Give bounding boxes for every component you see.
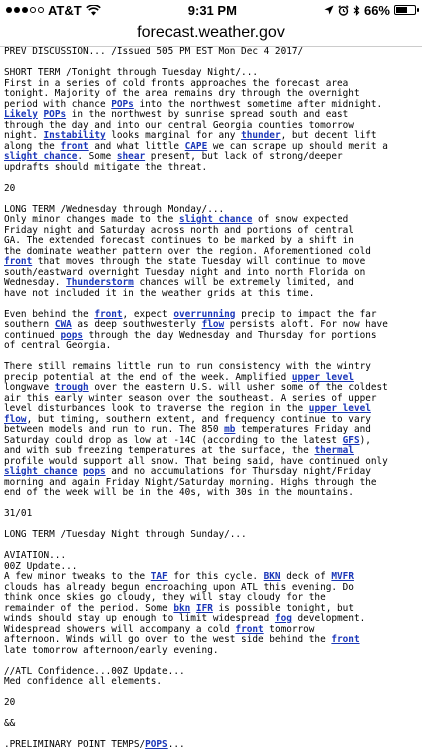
glossary-link[interactable]: BKN [263, 571, 281, 582]
status-bar [0, 0, 422, 20]
discussion-text: ), and with sub freezing temperatures at the surface, the [4, 434, 371, 456]
discussion-text: precip to impact the far southern [4, 308, 377, 330]
status-left [6, 3, 101, 18]
glossary-link[interactable]: Thunderstorm [66, 277, 134, 288]
discussion-text: into the northwest sometime after midnight. [139, 98, 383, 110]
glossary-link[interactable]: IFR [195, 602, 213, 614]
glossary-link[interactable]: front [94, 308, 123, 320]
glossary-link[interactable]: front [60, 140, 89, 152]
discussion-text: deck of [280, 571, 332, 582]
status-right [324, 3, 416, 18]
discussion-text: that moves through the state Tuesday will continue to move south/eastward overnight Tuesday night and into north Florida on Wednesday. [4, 256, 366, 288]
glossary-link[interactable]: trough [54, 382, 89, 393]
glossary-link[interactable]: thunder [241, 130, 281, 141]
glossary-link[interactable]: front [235, 623, 264, 635]
glossary-link[interactable]: MVFR [331, 571, 354, 582]
discussion-text: clouds has already begun encroaching upon ATL this evening. Do think once skies go cloudy, they will stay cloudy for the remainder of the period. Some [4, 581, 354, 614]
glossary-link[interactable]: thermal [314, 445, 354, 456]
battery-fill [396, 7, 407, 13]
glossary-link[interactable]: POPS [145, 739, 168, 750]
discussion-text: , but decent lift along the [4, 130, 377, 152]
glossary-link[interactable]: pops [83, 466, 106, 477]
discussion-text: temperatures Friday and Saturday could drop as low at -14C (according to the latest [4, 424, 371, 446]
glossary-link[interactable]: CWA [54, 319, 72, 330]
carrier-label: AT&T [48, 2, 82, 18]
glossary-link[interactable]: POPs [111, 98, 134, 110]
glossary-link[interactable]: POPs [43, 109, 67, 120]
glossary-link[interactable]: Likely [4, 109, 38, 120]
glossary-link[interactable]: shear [116, 151, 146, 162]
glossary-link[interactable]: pops [60, 329, 84, 341]
glossary-link[interactable]: front [331, 634, 360, 645]
glossary-link[interactable]: CAPE [184, 140, 208, 152]
discussion-text: chances will be extremely limited, and have not included it in the weather grids at this time. Even behind the [4, 277, 354, 320]
address-bar[interactable] [0, 20, 422, 47]
discussion-text: PREV DISCUSSION... /Issued 505 PM EST Mon Dec 4 2017/ SHORT TERM /Tonight through Tuesday Night/... First in a series of cold fronts approaches the forecast area tonight. Majority of the area remains dry through the overnight period with chance [4, 47, 360, 110]
glossary-link[interactable]: TAF [150, 571, 168, 582]
discussion-text: is possible tonight, but winds should stay up enough to limit widespread [4, 602, 354, 624]
status-time: 9:31 PM [187, 2, 237, 18]
discussion-text: present, but lack of strong/deeper updrafts should mitigate the threat. 20 LONG TERM /Wednesday through Monday/... Only minor changes made to the [4, 151, 343, 225]
discussion-text: and no accumulations for Thursday night/Friday morning and again Friday Night/Saturday morning. Highs through the end of the week will be in the 40s, with 30s in the mountains. 31/01 LONG TERM /Tuesday Night through Sunday/... AVIATION... 00Z Update... A few minor tweaks to the [4, 466, 377, 582]
glossary-link[interactable]: slight chance [4, 466, 78, 477]
glossary-link[interactable]: front [4, 256, 33, 267]
glossary-link[interactable]: Instability [43, 130, 106, 141]
battery-percent: 66% [363, 2, 390, 18]
wifi-icon [86, 5, 101, 16]
discussion-text: late tomorrow afternoon/early evening. //ATL Confidence...00Z Update... Med confidence all elements. 20 && .PRELIMINARY POINT TEMPS/ [4, 644, 219, 750]
discussion-text: persists aloft. For now have continued [4, 319, 388, 341]
discussion-text: for this cycle. [167, 571, 264, 582]
discussion-text: , but timing, southern extent, and frequency continue to vary between models and run to run. The 850 [4, 413, 371, 435]
discussion-text: ... [167, 739, 185, 750]
discussion-text: in the northwest by sunrise spread south and east through the day and into our central Georgia counties tomorrow night. [4, 109, 354, 141]
glossary-link[interactable]: flow [201, 319, 225, 330]
discussion-text: development. Widespread showers will accompany a cold [4, 613, 366, 635]
discussion-text: as deep southwesterly [71, 319, 202, 330]
discussion-text: tomorrow afternoon. Winds will go over to the west side behind the [4, 623, 326, 645]
discussion-text: through the day Wednesday and Thursday for portions of central Georgia. There still remains little run to run consistency with the wintry precip potential at the end of the week. Amplified [4, 329, 377, 383]
bluetooth-icon [353, 5, 360, 16]
discussion-text: looks marginal for any [105, 130, 242, 141]
discussion-text: , expect [122, 308, 174, 320]
discussion-text: we can scrape up should merit a [212, 140, 388, 152]
glossary-link[interactable]: overrunning [173, 308, 236, 320]
url-text: forecast.weather.gov [137, 24, 285, 41]
signal-strength-icon [6, 7, 44, 13]
glossary-link[interactable]: upper level [308, 403, 371, 414]
glossary-link[interactable]: fog [274, 613, 292, 624]
discussion-text: longwave [4, 382, 50, 393]
glossary-link[interactable]: slight chance [178, 214, 253, 225]
glossary-link[interactable]: flow [4, 413, 27, 425]
forecast-discussion-text [0, 47, 422, 750]
glossary-link[interactable]: GFS [342, 434, 360, 446]
glossary-link[interactable]: bkn [173, 602, 191, 614]
battery-icon [394, 5, 416, 15]
discussion-text: over the eastern U.S. will usher some of the coldest air this early winter season over the southeast. A series of upper level disturbances look to traverse the region in the [4, 382, 388, 414]
glossary-link[interactable]: slight chance [4, 151, 78, 162]
location-arrow-icon [324, 5, 334, 15]
alarm-clock-icon [338, 5, 349, 16]
page-content[interactable] [0, 47, 422, 750]
glossary-link[interactable]: upper level [291, 371, 354, 383]
discussion-text: . Some [77, 151, 117, 162]
discussion-text: and what little [88, 140, 185, 152]
glossary-link[interactable]: mb [224, 424, 236, 435]
discussion-text: of snow expected Friday night and Saturday across north and portions of central GA. The extended forecast continues to be marked by a shift in the dominate weather pattern over the region. Aforementioned cold [4, 214, 371, 257]
discussion-text: profile would support all snow. That being said, have continued only [4, 455, 388, 467]
